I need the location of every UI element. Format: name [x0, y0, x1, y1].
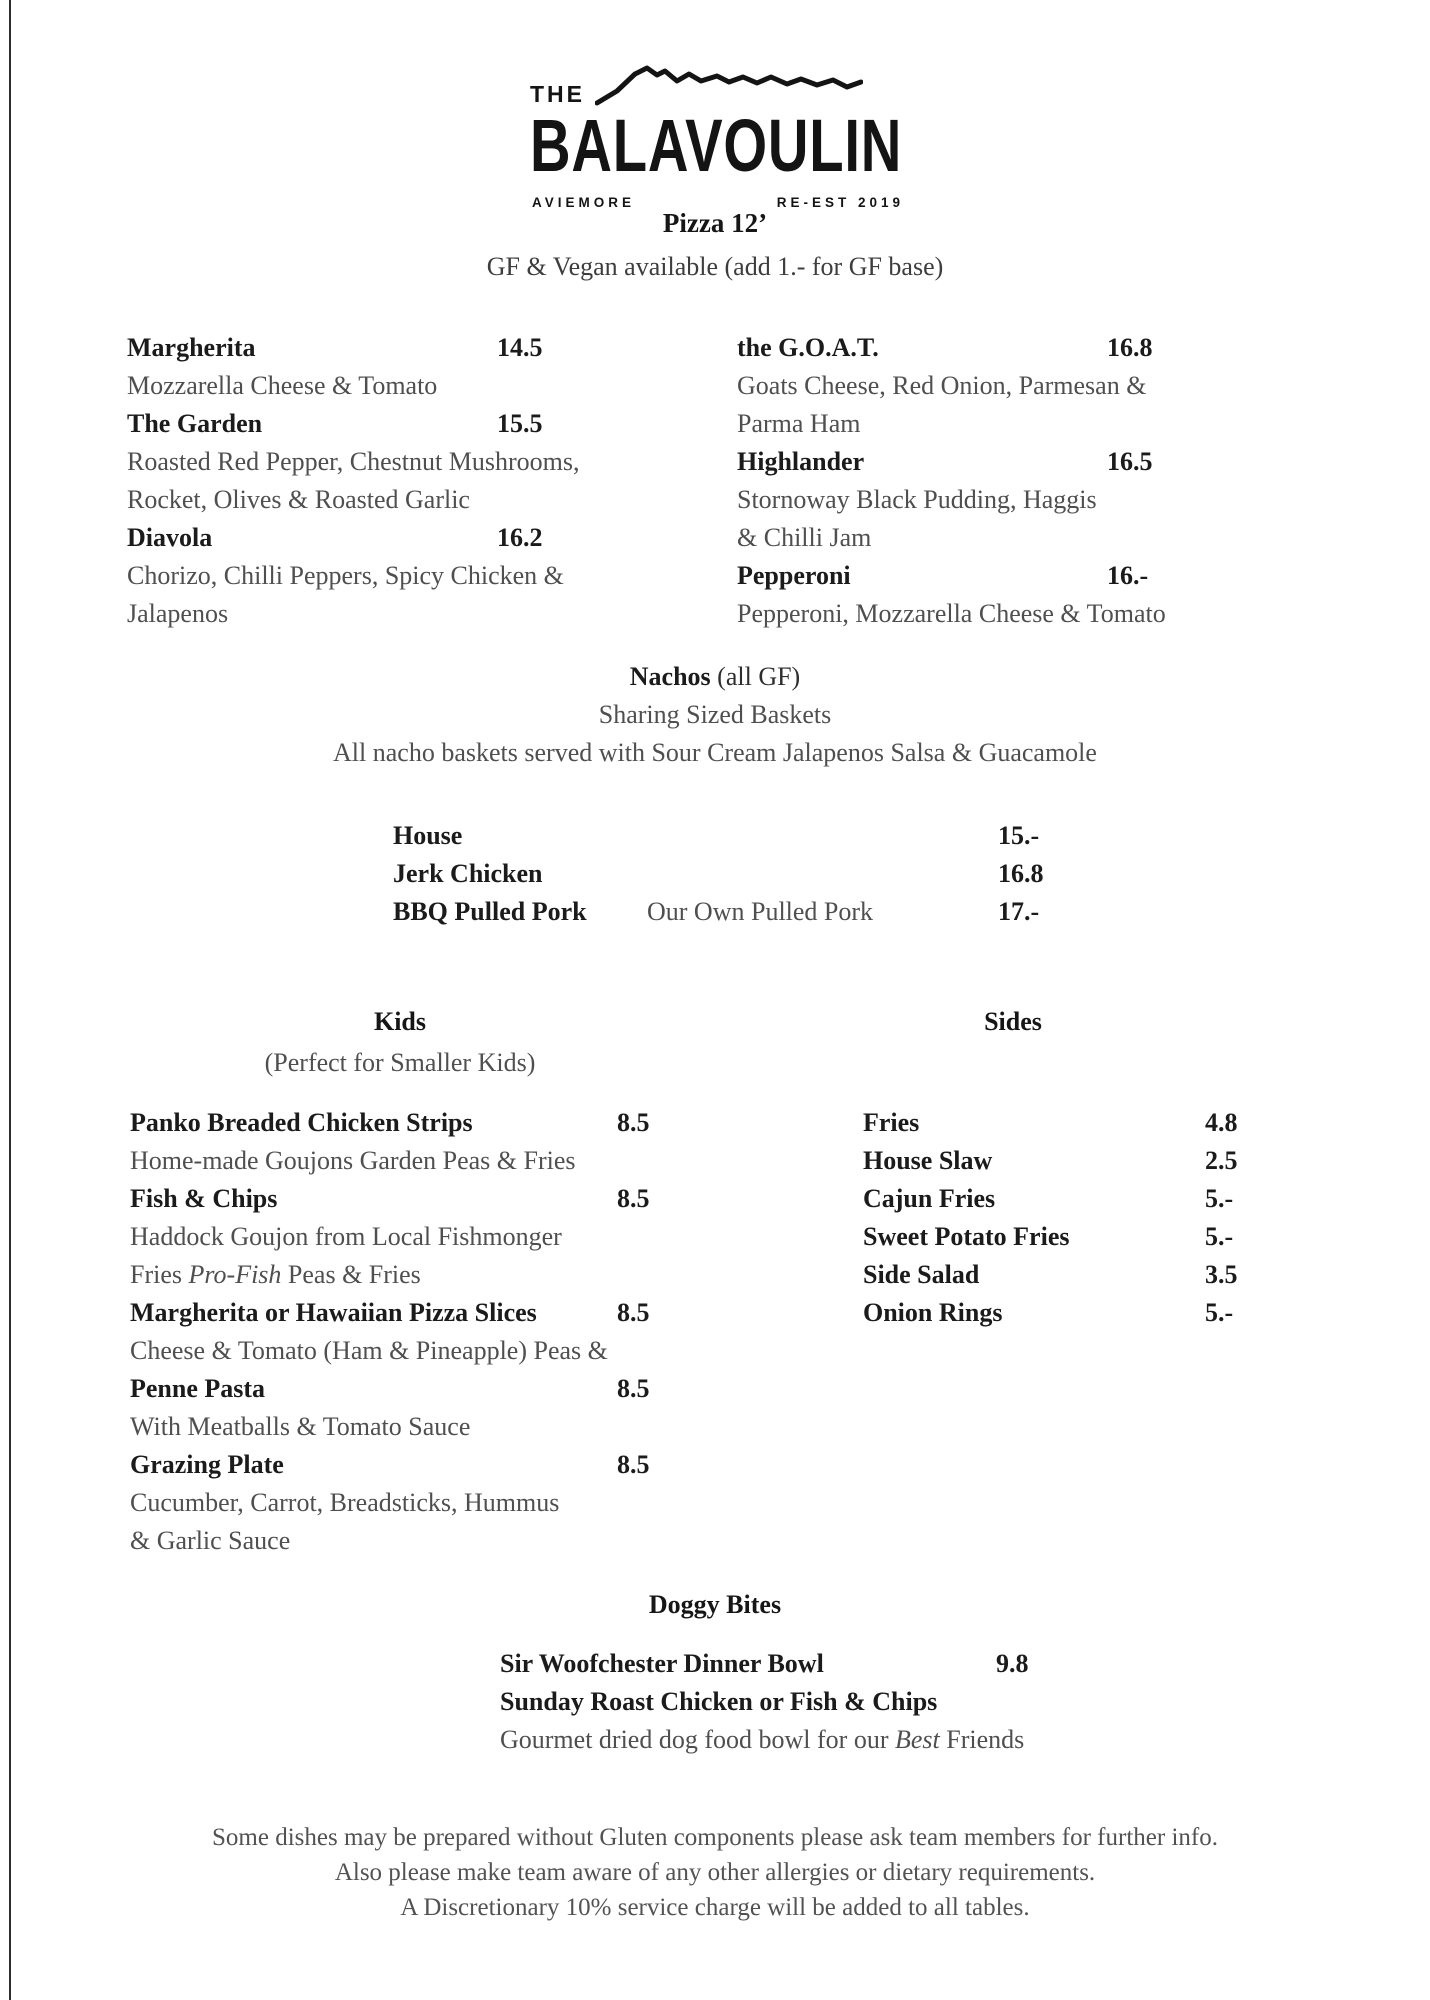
item-price: 9.8	[996, 1649, 1029, 1678]
item-desc-italic: Best	[894, 1725, 940, 1754]
pizza-section-subtitle: GF & Vegan available (add 1.- for GF base)	[486, 252, 944, 281]
item-price: 5.-	[1205, 1184, 1234, 1213]
doggy-items	[500, 1645, 1180, 1759]
item-price: 16.8	[998, 859, 1044, 888]
kids-items	[130, 1104, 696, 1560]
menu-item-row	[863, 1142, 1263, 1180]
item-price: 2.5	[1205, 1146, 1238, 1175]
item-name: House Slaw	[863, 1146, 993, 1175]
footer-line: Also please make team aware of any other allergies or dietary requirements.	[334, 1859, 1096, 1886]
menu-item-row	[737, 557, 1261, 595]
nachos-section-title	[115, 662, 1315, 692]
brand-name: BALAVOULIN	[530, 104, 903, 187]
kids-section-title: Kids	[373, 1007, 427, 1036]
item-price: 17.-	[998, 897, 1040, 926]
item-name: Fish & Chips	[130, 1184, 278, 1213]
item-name: Jerk Chicken	[393, 859, 543, 888]
item-desc: Pepperoni, Mozzarella Cheese & Tomato	[737, 599, 1166, 628]
menu-item-row	[863, 1294, 1263, 1332]
nachos-items	[393, 817, 1113, 931]
item-desc-post: Friends	[939, 1725, 1025, 1754]
item-name: The Garden	[127, 409, 263, 438]
brand-logo	[530, 62, 906, 210]
kids-section-header	[130, 1007, 670, 1078]
item-desc: Rocket, Olives & Roasted Garlic	[127, 485, 470, 514]
item-desc: & Chilli Jam	[737, 523, 872, 552]
item-desc-post: Peas & Fries	[281, 1260, 421, 1289]
pizza-column-left	[127, 329, 693, 633]
item-desc: Mozzarella Cheese & Tomato	[127, 371, 438, 400]
menu-item-row	[737, 443, 1261, 481]
item-name: Onion Rings	[863, 1298, 1003, 1327]
nachos-title-note: (all GF)	[717, 662, 801, 691]
menu-item-row	[127, 405, 693, 443]
kids-section-subtitle: (Perfect for Smaller Kids)	[264, 1048, 536, 1077]
item-desc-pre: Gourmet dried dog food bowl for our	[500, 1725, 895, 1754]
item-price: 8.5	[617, 1108, 650, 1137]
item-price: 16.5	[1107, 447, 1153, 476]
menu-item-row	[863, 1180, 1263, 1218]
item-name: Sweet Potato Fries	[863, 1222, 1070, 1251]
item-desc	[500, 1721, 1180, 1759]
menu-item-row	[500, 1645, 1180, 1683]
footer-notes	[115, 1820, 1315, 1925]
item-name: the G.O.A.T.	[737, 333, 879, 362]
item-desc: Stornoway Black Pudding, Haggis	[737, 485, 1097, 514]
menu-item-row	[393, 817, 1113, 855]
menu-item-row	[130, 1104, 696, 1142]
item-name: Side Salad	[863, 1260, 980, 1289]
item-desc	[130, 1256, 696, 1294]
pizza-section-title: Pizza 12’	[662, 208, 768, 238]
item-desc: Cucumber, Carrot, Breadsticks, Hummus	[130, 1488, 560, 1517]
item-price: 5.-	[1205, 1298, 1234, 1327]
item-price: 8.5	[617, 1374, 650, 1403]
item-price: 8.5	[617, 1298, 650, 1327]
brand-the-label: THE	[530, 81, 585, 107]
menu-item-row	[863, 1218, 1263, 1256]
item-desc: & Garlic Sauce	[130, 1526, 291, 1555]
item-name: Grazing Plate	[130, 1450, 284, 1479]
item-name: Diavola	[127, 523, 213, 552]
nachos-title-text: Nachos	[629, 662, 711, 691]
item-note: Our Own Pulled Pork	[647, 897, 874, 926]
page-left-edge-line	[9, 0, 11, 2000]
menu-item-row	[737, 329, 1261, 367]
menu-item-row	[127, 329, 693, 367]
item-price: 14.5	[497, 333, 543, 362]
item-desc: Home-made Goujons Garden Peas & Fries	[130, 1146, 576, 1175]
item-desc: Chorizo, Chilli Peppers, Spicy Chicken &	[127, 561, 564, 590]
item-desc: Jalapenos	[127, 599, 229, 628]
item-desc: Cheese & Tomato (Ham & Pineapple) Peas &	[130, 1336, 608, 1365]
menu-item-row	[127, 519, 693, 557]
brand-logo-top	[530, 62, 906, 108]
item-desc: Parma Ham	[737, 409, 861, 438]
item-name: House	[393, 821, 463, 850]
item-desc: Haddock Goujon from Local Fishmonger	[130, 1222, 562, 1251]
item-subname: Sunday Roast Chicken or Fish & Chips	[500, 1687, 938, 1716]
menu-item-row	[863, 1104, 1263, 1142]
pizza-column-right	[737, 329, 1261, 633]
item-name: Pepperoni	[737, 561, 851, 590]
footer-line: Some dishes may be prepared without Gluten components please ask team members for further info.	[212, 1824, 1218, 1851]
doggy-section-title: Doggy Bites	[648, 1590, 782, 1619]
item-price: 3.5	[1205, 1260, 1238, 1289]
item-name: BBQ Pulled Pork	[393, 897, 587, 926]
item-name: Sir Woofchester Dinner Bowl	[500, 1649, 824, 1678]
item-price: 16.-	[1107, 561, 1149, 590]
menu-item-row	[393, 855, 1113, 893]
brand-location: AVIEMORE	[532, 195, 636, 210]
item-price: 15.5	[497, 409, 543, 438]
item-desc-italic: Pro-Fish	[188, 1260, 282, 1289]
item-name: Margherita	[127, 333, 256, 362]
nachos-note: All nacho baskets served with Sour Cream Jalapenos Salsa & Guacamole	[333, 738, 1097, 767]
menu-item-row	[130, 1370, 696, 1408]
item-desc: With Meatballs & Tomato Sauce	[130, 1412, 471, 1441]
nachos-subtitle: Sharing Sized Baskets	[598, 700, 832, 729]
menu-item-row	[393, 893, 1113, 931]
menu-item-row	[130, 1180, 696, 1218]
menu-item-row	[863, 1256, 1263, 1294]
item-price: 8.5	[617, 1450, 650, 1479]
item-name: Penne Pasta	[130, 1374, 266, 1403]
item-price: 8.5	[617, 1184, 650, 1213]
sides-section-title: Sides	[984, 1007, 1042, 1036]
item-name: Cajun Fries	[863, 1184, 996, 1213]
menu-item-row	[500, 1683, 1180, 1721]
menu-item-row	[130, 1294, 696, 1332]
menu-item-row	[130, 1446, 696, 1484]
item-name: Margherita or Hawaiian Pizza Slices	[130, 1298, 537, 1327]
footer-line: A Discretionary 10% service charge will be added to all tables.	[400, 1894, 1030, 1921]
item-price: 16.2	[497, 523, 543, 552]
brand-established: RE-EST 2019	[776, 195, 904, 210]
item-name: Fries	[863, 1108, 920, 1137]
item-price: 5.-	[1205, 1222, 1234, 1251]
item-price: 16.8	[1107, 333, 1153, 362]
mountain-ridge-icon	[595, 62, 863, 106]
item-desc: Goats Cheese, Red Onion, Parmesan &	[737, 371, 1147, 400]
item-name: Highlander	[737, 447, 865, 476]
item-desc-pre: Fries	[130, 1260, 189, 1289]
item-price: 4.8	[1205, 1108, 1238, 1137]
item-price: 15.-	[998, 821, 1040, 850]
item-desc: Roasted Red Pepper, Chestnut Mushrooms,	[127, 447, 580, 476]
item-name: Panko Breaded Chicken Strips	[130, 1108, 473, 1137]
sides-items	[863, 1104, 1263, 1332]
